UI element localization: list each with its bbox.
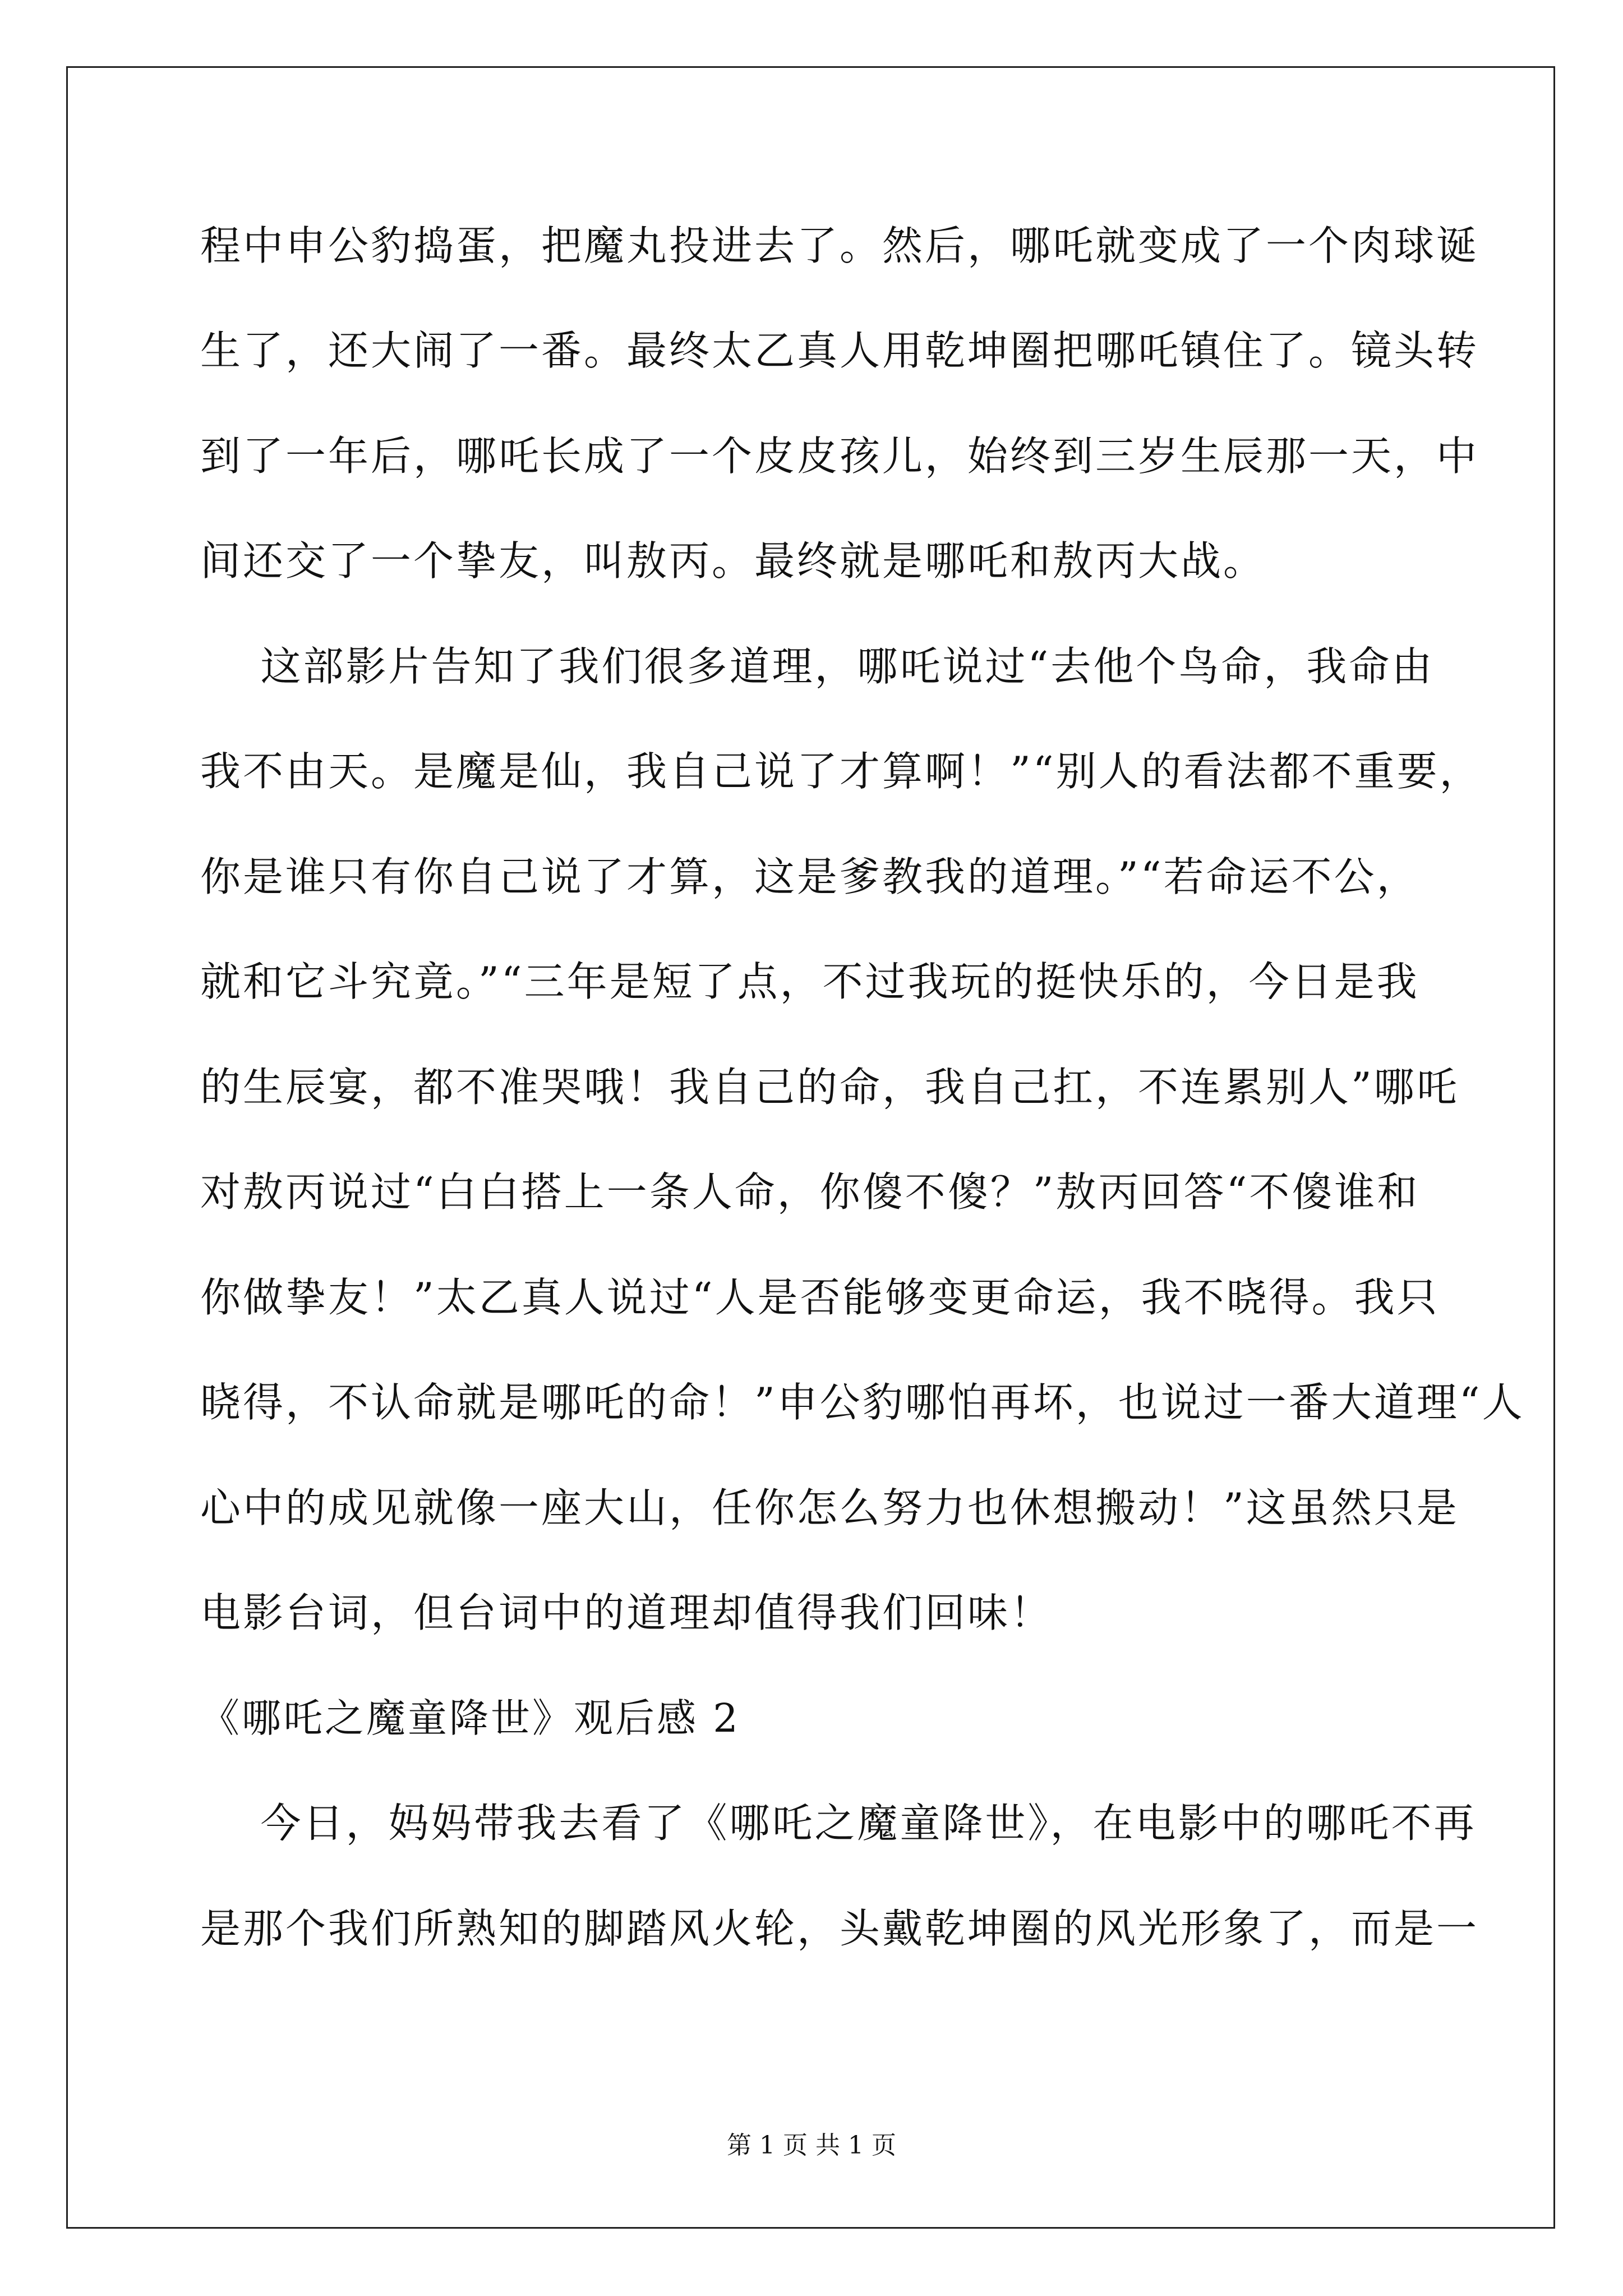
text-line: 今日，妈妈带我去看了《哪吒之魔童降世》，在电影中的哪吒不再 — [200, 1800, 1477, 1847]
text-line: 的生辰宴，都不准哭哦！我自己的命，我自己扛，不连累别人”哪吒 — [200, 1064, 1459, 1111]
text-line: 就和它斗究竟。”“三年是短了点，不过我玩的挺快乐的，今日是我 — [200, 958, 1419, 1005]
section-heading: 《哪吒之魔童降世》观后感 2 — [200, 1695, 740, 1741]
text-line: 电影台词，但台词中的道理却值得我们回味！ — [200, 1589, 1053, 1636]
text-line: 间还交了一个挚友，叫敖丙。最终就是哪吒和敖丙大战。 — [200, 537, 1266, 585]
text-line: 生了，还大闹了一番。最终太乙真人用乾坤圈把哪吒镇住了。镜头转 — [200, 327, 1479, 374]
text-line: 到了一年后，哪吒长成了一个皮皮孩儿，始终到三岁生辰那一天，中 — [200, 432, 1479, 480]
text-line: 晓得，不认命就是哪吒的命！”申公豹哪怕再坏，也说过一番大道理“人 — [200, 1379, 1525, 1426]
text-line: 是那个我们所熟知的脚踏风火轮，头戴乾坤圈的风光形象了，而是一 — [200, 1905, 1479, 1952]
text-line: 你是谁只有你自己说了才算，这是爹教我的道理。”“若命运不公， — [200, 853, 1419, 900]
text-line: 心中的成见就像一座大山，任你怎么努力也休想搬动！”这虽然只是 — [200, 1484, 1459, 1531]
text-line: 你做挚友！”太乙真人说过“人是否能够变更命运，我不晓得。我只 — [200, 1274, 1440, 1321]
text-line: 这部影片告知了我们很多道理，哪吒说过“去他个鸟命，我命由 — [200, 643, 1435, 690]
text-line: 对敖丙说过“白白搭上一条人命，你傻不傻？”敖丙回答“不傻谁和 — [200, 1168, 1420, 1216]
page-footer: 第 1 页 共 1 页 — [727, 2131, 896, 2160]
text-line: 程中申公豹捣蛋，把魔丸投进去了。然后，哪吒就变成了一个肉球诞 — [200, 222, 1479, 269]
text-line: 我不由天。是魔是仙，我自己说了才算啊！”“别人的看法都不重要， — [200, 748, 1482, 795]
